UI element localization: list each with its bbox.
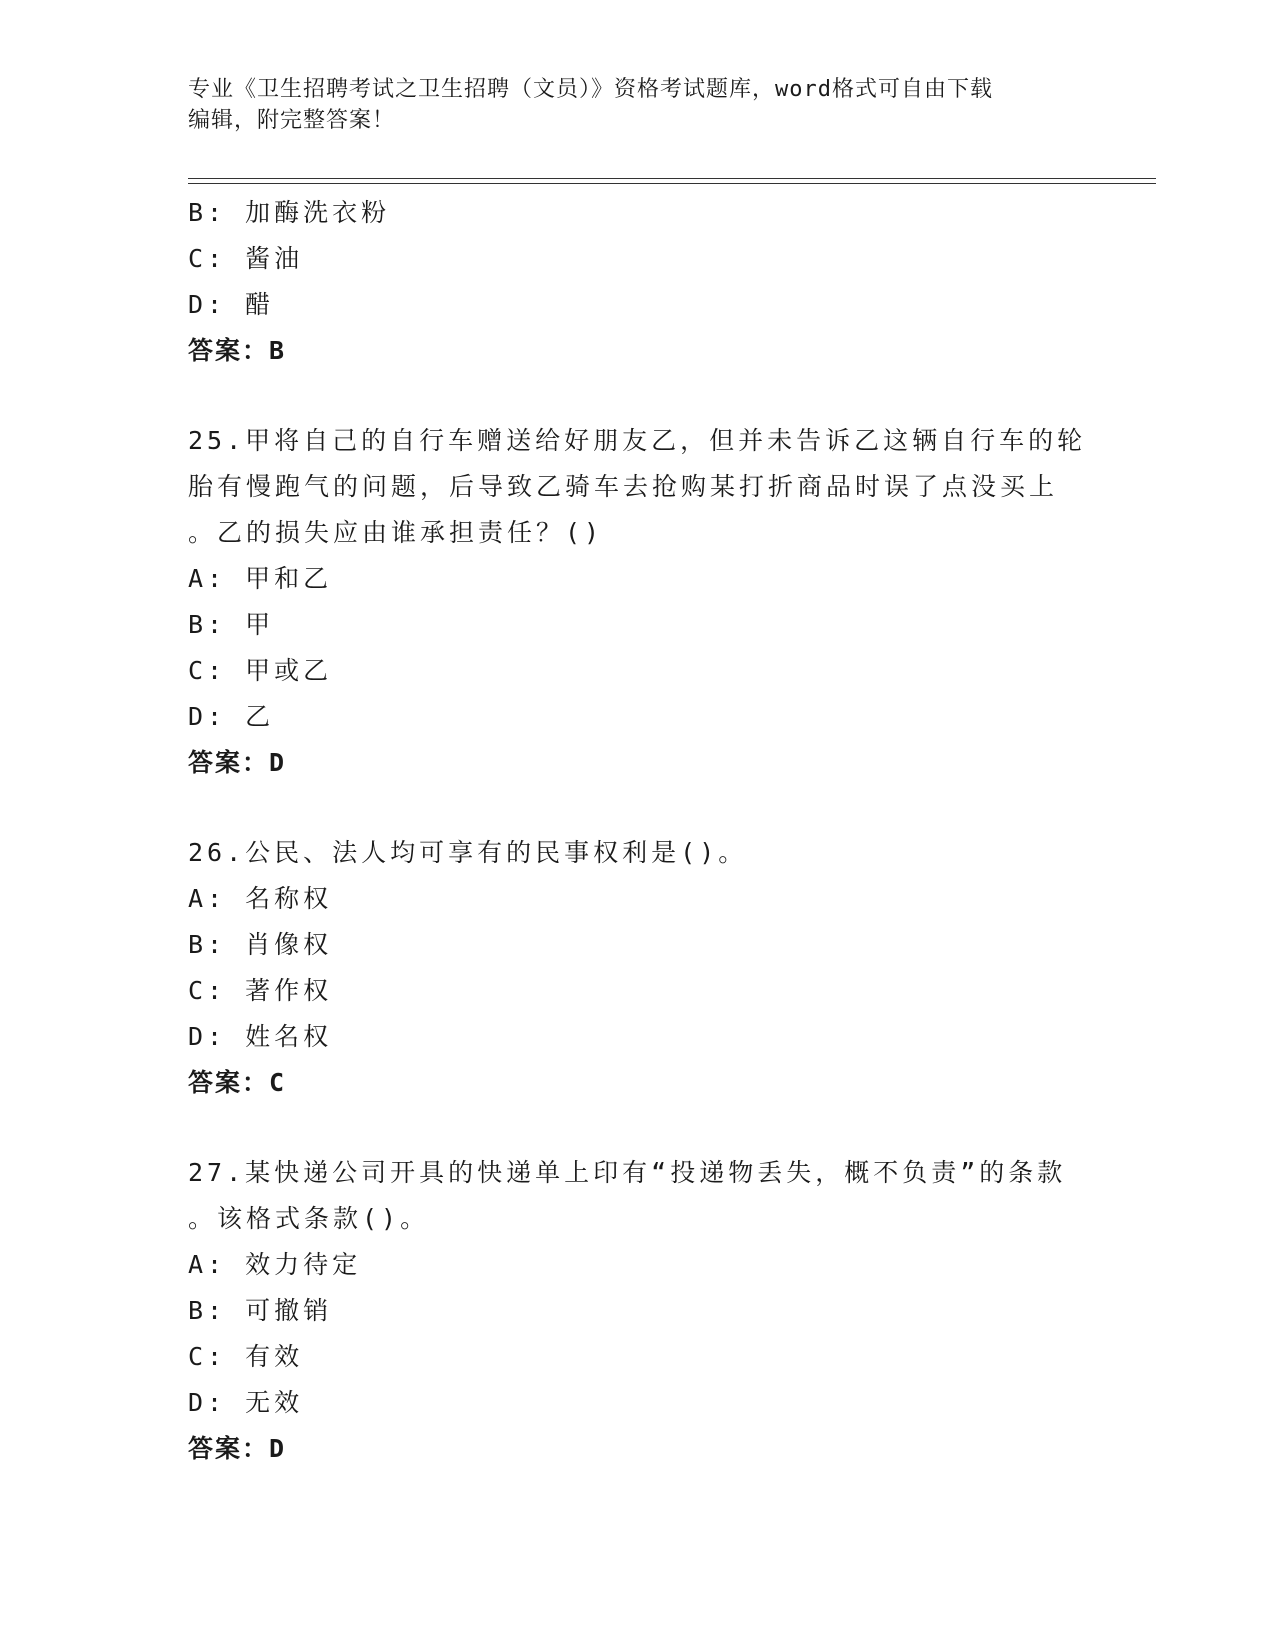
option-b: B: 甲 <box>188 610 275 639</box>
option-d: D: 醋 <box>188 290 275 319</box>
question-text-line: 25.甲将自己的自行车赠送给好朋友乙，但并未告诉乙这辆自行车的轮 <box>188 426 1087 455</box>
option-b: B: 肖像权 <box>188 930 333 959</box>
spacer <box>188 374 1088 418</box>
answer-line: 答案：D <box>188 748 287 777</box>
question-text-line: 胎有慢跑气的问题，后导致乙骑车去抢购某打折商品时误了点没买上 <box>188 472 1059 501</box>
header-rule-bottom <box>188 183 1156 184</box>
question-27 <box>188 1150 1088 1472</box>
option-a: A: 名称权 <box>188 884 333 913</box>
option-d: D: 乙 <box>188 702 275 731</box>
question-text-line: 26.公民、法人均可享有的民事权利是()。 <box>188 838 748 867</box>
option-c: C: 有效 <box>188 1342 304 1371</box>
question-26 <box>188 830 1088 1106</box>
option-d: D: 无效 <box>188 1388 304 1417</box>
question-text-line: 27.某快递公司开具的快递单上印有“投递物丢失，概不负责”的条款 <box>188 1158 1067 1187</box>
question-content <box>188 190 1088 1472</box>
answer-line: 答案：C <box>188 1068 287 1097</box>
header-rule-top <box>188 178 1156 179</box>
header-line-2: 编辑，附完整答案！ <box>188 108 396 133</box>
spacer <box>188 786 1088 830</box>
option-b: B: 加酶洗衣粉 <box>188 198 391 227</box>
option-a: A: 甲和乙 <box>188 564 333 593</box>
option-b: B: 可撤销 <box>188 1296 333 1325</box>
spacer <box>188 1106 1088 1150</box>
question-text-line: 。乙的损失应由谁承担责任？() <box>188 518 604 547</box>
answer-line: 答案：D <box>188 1434 287 1463</box>
option-d: D: 姓名权 <box>188 1022 333 1051</box>
answer-line: 答案：B <box>188 336 287 365</box>
option-c: C: 著作权 <box>188 976 333 1005</box>
option-c: C: 甲或乙 <box>188 656 333 685</box>
question-prev <box>188 190 1088 374</box>
question-text-line: 。该格式条款()。 <box>188 1204 430 1233</box>
document-header <box>188 74 1088 136</box>
question-25 <box>188 418 1088 786</box>
option-c: C: 酱油 <box>188 244 304 273</box>
option-a: A: 效力待定 <box>188 1250 362 1279</box>
header-line-1: 专业《卫生招聘考试之卫生招聘（文员）》资格考试题库，word格式可自由下载 <box>188 77 993 102</box>
